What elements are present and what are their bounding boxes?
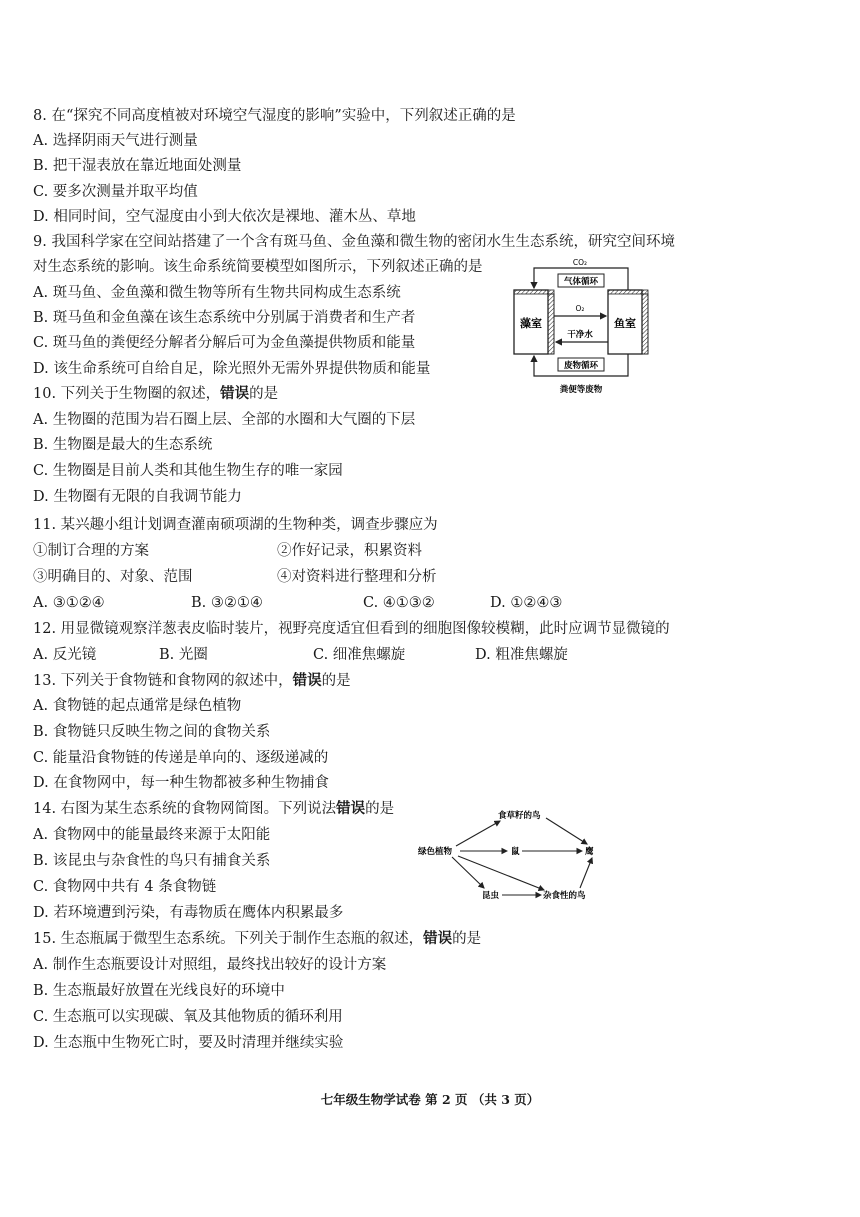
q14-stem	[33, 799, 394, 819]
q10-option-c: C. 生物圈是目前人类和其他生物生存的唯一家园	[33, 463, 343, 479]
node-hawk: 鹰	[585, 847, 594, 857]
arrow-omnibird-hawk	[580, 858, 592, 888]
q14-stem-pre: 14. 右图为某生态系统的食物网简图。下列说法	[33, 801, 337, 817]
q11-step-4: ④对资料进行整理和分析	[277, 569, 437, 585]
feces-label: 粪便等废物	[559, 385, 603, 395]
arrow-seedbird-hawk	[546, 818, 587, 844]
q13-option-a: A. 食物链的起点通常是绿色植物	[33, 698, 242, 714]
q9-option-b: B. 斑马鱼和金鱼藻在该生态系统中分别属于消费者和生产者	[33, 310, 416, 326]
q13-stem-bold: 错误	[292, 672, 322, 689]
right-room-label: 鱼室	[614, 317, 636, 330]
q15-stem-pre: 15. 生态瓶属于微型生态系统。下列关于制作生态瓶的叙述，	[33, 931, 424, 947]
q11-step-3: ③明确目的、对象、范围	[33, 569, 193, 585]
left-room-label: 藻室	[520, 317, 542, 330]
q11-option-b: B. ③②①④	[191, 595, 263, 611]
q15-option-b: B. 生态瓶最好放置在光线良好的环境中	[33, 983, 285, 999]
gas-cycle-label: 气体循环	[563, 277, 599, 287]
q10-stem-bold: 错误	[220, 385, 250, 402]
o2-label: O₂	[575, 304, 585, 313]
page-footer: 七年级生物学试卷 第 2 页 （共 3 页）	[320, 1092, 540, 1107]
q13-stem	[33, 671, 351, 691]
q10-option-b: B. 生物圈是最大的生态系统	[33, 437, 213, 453]
q9-stem-line1: 9. 我国科学家在空间站搭建了一个含有斑马鱼、金鱼藻和微生物的密闭水生生态系统，研究空间环境	[33, 234, 675, 250]
q8-option-c: C. 要多次测量并取平均值	[33, 184, 198, 200]
q11-option-d: D. ①②④③	[490, 595, 563, 611]
food-web-diagram	[412, 806, 612, 906]
node-omni-bird: 杂食性的鸟	[543, 891, 586, 901]
right-room-wall	[642, 294, 648, 354]
q11-step-1: ①制订合理的方案	[33, 543, 149, 559]
q15-option-a: A. 制作生态瓶要设计对照组，最终找出较好的设计方案	[33, 957, 387, 973]
clean-water-label: 干净水	[567, 330, 593, 340]
q11-step-2: ②作好记录，积累资料	[277, 543, 422, 559]
q14-option-c: C. 食物网中共有 4 条食物链	[33, 879, 217, 895]
left-room-top	[514, 290, 554, 294]
arrow-plant-seedbird	[456, 821, 500, 846]
q8-option-b: B. 把干湿表放在靠近地面处测量	[33, 158, 242, 174]
q12-option-b: B. 光圈	[159, 647, 208, 663]
q14-option-d: D. 若环境遭到污染，有毒物质在鹰体内积累最多	[33, 905, 344, 921]
arrow-plant-omnibird	[458, 856, 544, 890]
right-room-top	[608, 290, 648, 294]
q10-stem	[33, 384, 278, 404]
q12-option-d: D. 粗准焦螺旋	[475, 647, 568, 663]
node-seed-bird: 食草籽的鸟	[498, 811, 541, 821]
q11-option-c: C. ④①③②	[363, 595, 435, 611]
q13-option-c: C. 能量沿食物链的传递是单向的、逐级递减的	[33, 750, 329, 766]
q13-option-b: B. 食物链只反映生物之间的食物关系	[33, 724, 271, 740]
node-plant: 绿色植物	[418, 847, 453, 857]
q11-option-a: A. ③①②④	[33, 595, 105, 611]
q15-stem-post: 的是	[452, 931, 482, 947]
q10-option-d: D. 生物圈有无限的自我调节能力	[33, 489, 242, 505]
q9-option-d: D. 该生命系统可自给自足，除光照外无需外界提供物质和能量	[33, 361, 431, 377]
q15-option-d: D. 生态瓶中生物死亡时，要及时清理并继续实验	[33, 1035, 344, 1051]
q8-option-a: A. 选择阴雨天气进行测量	[33, 133, 198, 149]
q14-stem-post: 的是	[365, 801, 395, 817]
co2-label: CO₂	[572, 258, 588, 267]
node-insect: 昆虫	[482, 891, 500, 901]
q12-option-a: A. 反光镜	[33, 647, 97, 663]
q9-option-a: A. 斑马鱼、金鱼藻和微生物等所有生物共同构成生态系统	[33, 285, 401, 301]
waste-cycle-label: 废物循环	[563, 361, 599, 371]
q10-stem-post: 的是	[249, 386, 279, 402]
q15-stem	[33, 929, 481, 949]
q10-stem-pre: 10. 下列关于生物圈的叙述，	[33, 386, 221, 402]
q12-stem: 12. 用显微镜观察洋葱表皮临时装片，视野亮度适宜但看到的细胞图像较模糊，此时应调节显微镜的	[33, 621, 670, 637]
q14-stem-bold: 错误	[336, 800, 366, 817]
ecosystem-model-diagram	[508, 256, 660, 398]
q8-stem: 8. 在“探究不同高度植被对环境空气湿度的影响”实验中，下列叙述正确的是	[33, 108, 516, 124]
left-room-wall	[548, 294, 554, 354]
q13-stem-pre: 13. 下列关于食物链和食物网的叙述中，	[33, 673, 293, 689]
q15-option-c: C. 生态瓶可以实现碳、氧及其他物质的循环利用	[33, 1009, 343, 1025]
q9-option-c: C. 斑马鱼的粪便经分解者分解后可为金鱼藻提供物质和能量	[33, 335, 416, 351]
q13-stem-post: 的是	[321, 673, 351, 689]
q10-option-a: A. 生物圈的范围为岩石圈上层、全部的水圈和大气圈的下层	[33, 412, 416, 428]
q8-option-d: D. 相同时间，空气湿度由小到大依次是裸地、灌木丛、草地	[33, 209, 416, 225]
q15-stem-bold: 错误	[423, 930, 453, 947]
q12-option-c: C. 细准焦螺旋	[313, 647, 406, 663]
q14-option-a: A. 食物网中的能量最终来源于太阳能	[33, 827, 271, 843]
q13-option-d: D. 在食物网中，每一种生物都被多种生物捕食	[33, 775, 329, 791]
q14-option-b: B. 该昆虫与杂食性的鸟只有捕食关系	[33, 853, 271, 869]
node-mouse: 鼠	[511, 847, 520, 857]
q11-stem: 11. 某兴趣小组计划调查灌南硕项湖的生物种类，调查步骤应为	[33, 517, 438, 533]
arrow-plant-insect	[452, 857, 484, 888]
q9-stem-line2: 对生态系统的影响。该生命系统简要模型如图所示，下列叙述正确的是	[33, 259, 483, 275]
